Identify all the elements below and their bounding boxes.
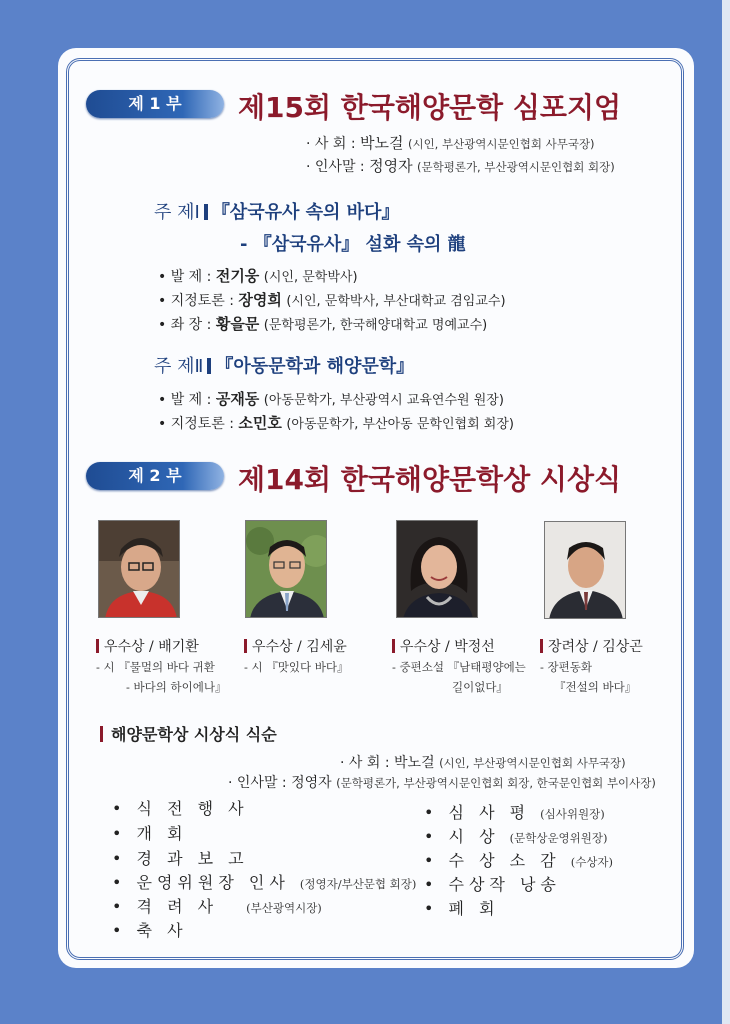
winner-2: 우수상 / 김세윤 [244,636,347,656]
ceremony-item-encouragement: • 격 려 사 (부산광역시장) [112,897,322,916]
winner-3-work-line2: 길이없다』 [452,680,508,694]
ceremony-title: 해양문학상 시상식 식순 [100,722,277,745]
ceremony-item-congratulation: • 축 사 [112,921,188,940]
theme1-discussant: • 지정토론 : 장영희 (시인, 문학박사, 부산대학교 겸임교수) [158,291,506,309]
winner-1-work-line1: - 시 『물멀의 바다 귀환 [96,660,215,674]
winner-photo-2 [245,520,327,618]
winner-3: 우수상 / 박정선 [392,636,495,656]
ceremony-item-closing: • 폐 회 [424,899,500,918]
ceremony-item-opening: • 개 회 [112,824,188,843]
theme1-presenter: • 발 제 : 전기웅 (시인, 문학박사) [158,267,358,285]
ceremony-greeting: · 인사말 : 정영자 (문학평론가, 부산광역시문인협회 회장, 한국문인협회 부이사장) [228,775,656,791]
winner-4: 장려상 / 김상곤 [540,636,643,656]
winner-2-work-line1: - 시 『맛있다 바다』 [244,660,349,674]
winner-photo-4 [544,521,626,619]
winner-photo-1 [98,520,180,618]
ceremony-item-award: • 시 상 (문학상운영위원장) [424,827,608,846]
part2-badge: 제 2 부 [86,462,224,490]
ceremony-item-reading: • 수상작 낭송 [424,875,561,894]
winner-3-work-line1: - 중편소설 『남태평양에는 [392,660,526,674]
theme1-heading: 주 제Ⅰ 『삼국유사 속의 바다』 [154,202,400,223]
winner-4-work-line2: 『전설의 바다』 [554,680,637,694]
part1-host: · 사 회 : 박노걸 (시인, 부산광역시문인협회 사무국장) [306,134,595,152]
winner-4-work-line1: - 장편동화 [540,660,592,674]
theme2-heading: 주 제Ⅱ 『아동문학과 해양문학』 [154,356,415,377]
theme2-presenter: • 발 제 : 공재동 (아동문학가, 부산광역시 교육연수원 원장) [158,390,504,408]
ceremony-item-preevent: • 식 전 행 사 [112,799,249,818]
ceremony-item-chair-greeting: • 운영위원장 인사 (정영자/부산문협 회장) [112,873,417,892]
part2-title: 제14회 한국해양문학상 시상식 [238,463,622,496]
ceremony-host: · 사 회 : 박노걸 (시인, 부산광역시문인협회 사무국장) [340,755,626,771]
part1-greeting: · 인사말 : 정영자 (문학평론가, 부산광역시문인협회 회장) [306,157,615,175]
theme1-subtitle: - 『삼국유사』 설화 속의 龍 [240,234,466,255]
theme2-discussant: • 지정토론 : 소민호 (아동문학가, 부산아동 문학인협회 회장) [158,414,514,432]
part1-title: 제15회 한국해양문학 심포지엄 [238,91,622,124]
ceremony-item-review: • 심 사 평 (심사위원장) [424,803,605,822]
ceremony-item-report: • 경 과 보 고 [112,849,249,868]
winner-1: 우수상 / 배기환 [96,636,199,656]
winner-photo-3 [396,520,478,618]
theme1-chair: • 좌 장 : 황을문 (문학평론가, 한국해양대학교 명예교수) [158,315,488,333]
ceremony-item-acceptance: • 수 상 소 감 (수상자) [424,851,614,870]
page-edge [722,0,730,1024]
part1-badge: 제 1 부 [86,90,224,118]
winner-1-work-line2: - 바다의 하이에나』 [126,680,227,694]
